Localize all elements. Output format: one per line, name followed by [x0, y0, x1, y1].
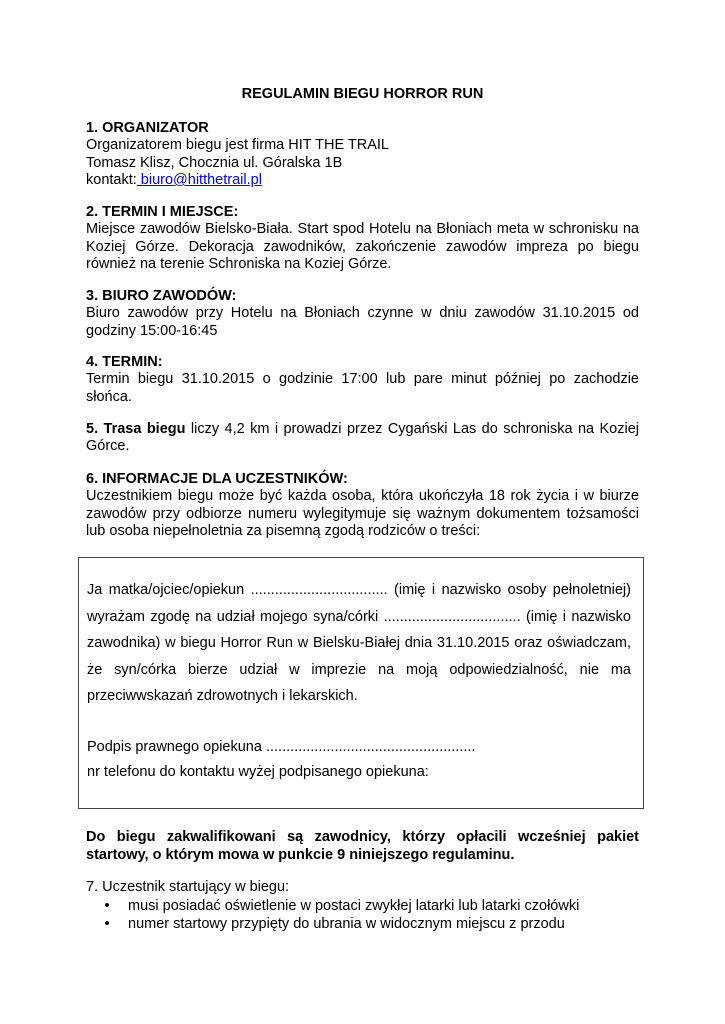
section-text: Termin biegu 31.10.2015 o godzinie 17:00 lub pare minut później po zachodzie słońca.	[86, 371, 639, 405]
list-item	[86, 915, 639, 934]
bullet-icon: •	[104, 897, 110, 914]
section-heading: 4. TERMIN:	[86, 354, 163, 370]
organizer-line: Organizatorem biegu jest firma HIT THE TRAIL	[86, 137, 389, 154]
list-item-text: numer startowy przypięty do ubrania w widocznym miejscu z przodu	[128, 916, 565, 932]
route-text: liczy 4,2 km i prowadzi przez Cygański Las do schroniska na Koziej Górce.	[86, 421, 639, 455]
section-term	[86, 354, 639, 406]
consent-text	[87, 577, 631, 710]
consent-signature-block	[87, 735, 631, 785]
section-text: Uczestnikiem biegu może być każda osoba, która ukończyła 18 rok życia i w biurze zawodów przy odbiorze numeru wylegitymuje się ważnym dokumentem tożsamości lub osoba niepełnoletnia za pisemną zgodą rodziców o treści:	[86, 488, 639, 539]
section-date-place	[86, 204, 639, 273]
bullet-icon: •	[104, 916, 110, 932]
organizer-address: Tomasz Klisz, Chocznia ul. Góralska 1B	[86, 154, 343, 171]
section-route	[86, 421, 639, 456]
list-item	[86, 897, 639, 916]
section-text: Biuro zawodów przy Hotelu na Błoniach czynne w dniu zawodów 31.10.2015 od godziny 15:00-16:45	[86, 305, 639, 339]
list-item-text: musi posiadać oświetlenie w postaci zwykłej latarki lub latarki czołówki	[128, 897, 580, 914]
section-heading: 1. ORGANIZATOR	[86, 120, 209, 136]
contact-label: kontakt:	[86, 171, 137, 188]
document-title: REGULAMIN BIEGU HORROR RUN	[241, 86, 484, 102]
section-text	[86, 421, 639, 456]
consent-paragraph: Ja matka/ojciec/opiekun .................................. (imię i nazwisko osoby pełnoletniej) wyrażam zgodę na udział mojego syna/córki .................................. (imię i nazwisko zawodnika) w biegu Horror Run w Bielsku-Białej dnia 31.10.2015 oraz oświadczam, że syn/córka bierze udział w imprezie na moją odpowiedzialność, nie ma przeciwwskazań zdrowotnych i lekarskich.	[87, 582, 631, 704]
section-heading: 3. BIURO ZAWODÓW:	[86, 288, 237, 304]
section-organizer	[86, 120, 639, 189]
section-participant-info	[86, 471, 639, 540]
section-heading: 7. Uczestnik startujący w biegu:	[86, 879, 290, 895]
section-heading: 2. TERMIN I MIEJSCE:	[86, 204, 239, 220]
route-heading: 5. Trasa biegu	[86, 421, 186, 437]
section-text: Miejsce zawodów Bielsko-Biała. Start spod Hotelu na Błoniach meta w schronisku na Koziej Górze. Dekoracja zawodników, zakończenie zawodów impreza po biegu również na terenie Schroniska na Koziej Górze.	[86, 221, 639, 272]
section-heading: 6. INFORMACJE DLA UCZESTNIKÓW:	[86, 471, 348, 487]
contact-email-link[interactable]: biuro@hitthetrail.pl	[136, 171, 262, 188]
guardian-signature-line: Podpis prawnego opiekuna ....................................................	[87, 739, 476, 755]
guardian-phone-line: nr telefonu do kontaktu wyżej podpisanego opiekuna:	[87, 764, 429, 780]
section-participant-requirements	[86, 878, 639, 934]
qualified-note: Do biegu zakwalifikowani są zawodnicy, którzy opłacili wcześniej pakiet startowy, o którym mowa w punkcie 9 niniejszego regulaminu.	[86, 829, 639, 863]
consent-box	[78, 557, 644, 809]
section-race-office	[86, 288, 639, 340]
contact-line	[86, 172, 639, 189]
